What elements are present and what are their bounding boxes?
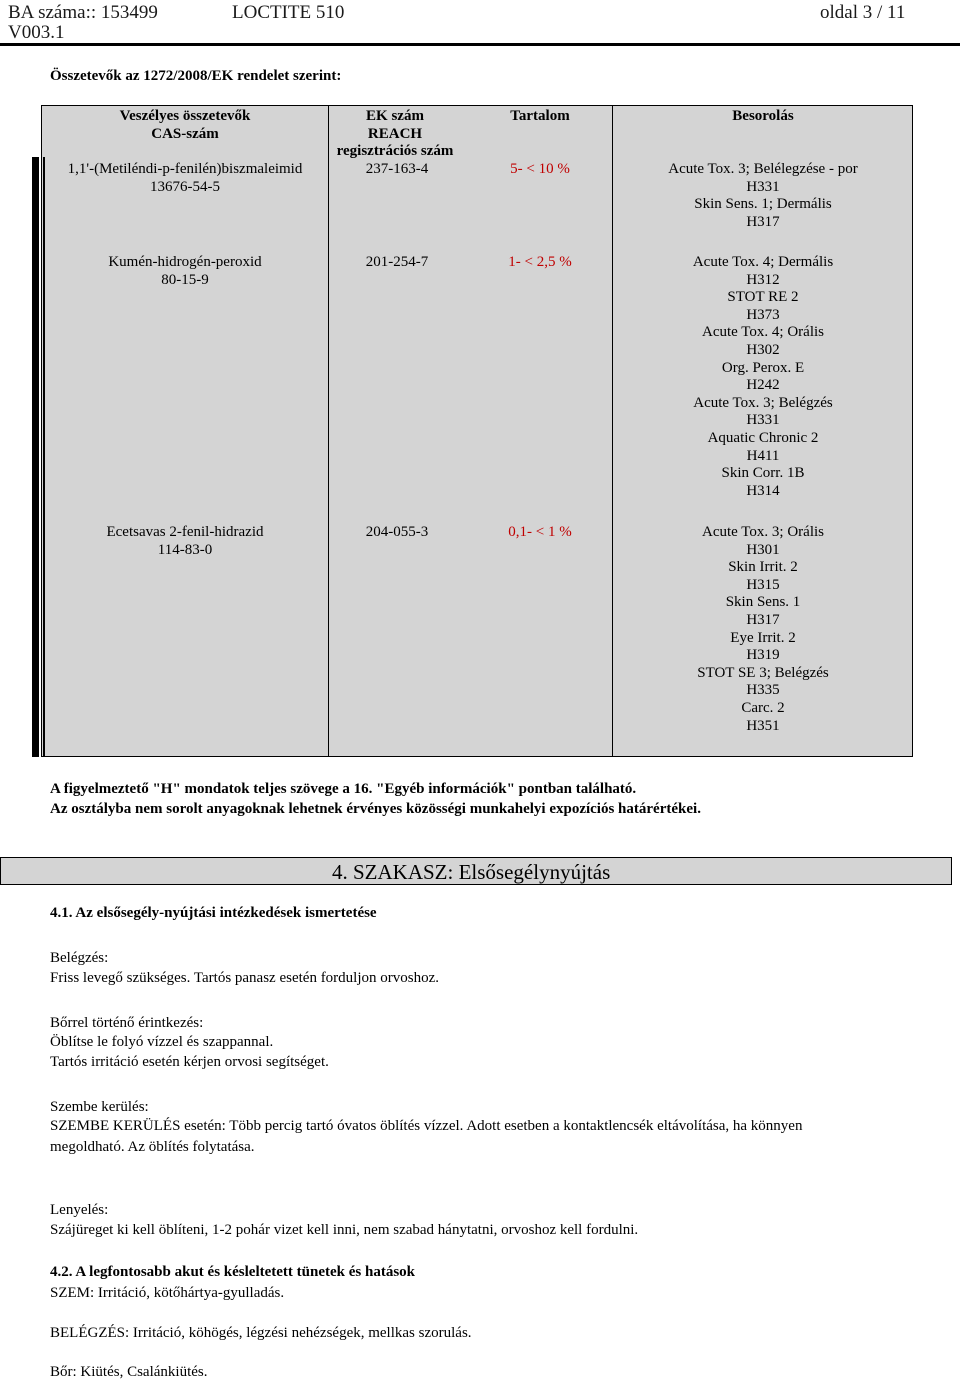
table-row-3-ek: 204-055-3 <box>365 524 429 540</box>
eye-contact-text-1: SZEMBE KERÜLÉS esetén: Több percig tartó óvatos öblítés vízzel. Adott esetben a kontaktlencsék eltávolítása, ha könnyen <box>50 1118 803 1134</box>
exposure-limits-note: Az osztályba nem sorolt anyagoknak lehetnek érvényes közösségi munkahelyi expozíciós határértékei. <box>50 801 701 817</box>
header-ek-number: EK szám REACH regisztrációs szám <box>336 108 454 160</box>
ingestion-text: Szájüreget ki kell öblíteni, 1-2 pohár vizet kell inni, nem szabad hánytatni, orvoshoz kell fordulni. <box>50 1222 639 1238</box>
table-divider-1 <box>328 105 329 757</box>
header-classification: Besorolás <box>732 108 794 124</box>
eye-contact-label: Szembe kerülés: <box>50 1099 149 1115</box>
section-4-title: 4. SZAKASZ: Elsősegélynyújtás <box>332 860 611 884</box>
table-row-1-classification: Acute Tox. 3; Belélegzése - por H331 Skin Sens. 1; Dermális H317 <box>668 161 858 230</box>
inhalation-text: Friss levegő szükséges. Tartós panasz esetén forduljon orvoshoz. <box>50 970 440 986</box>
h-statements-note: A figyelmeztető "H" mondatok teljes szövege a 16. "Egyéb információk" pontban található. <box>50 781 637 797</box>
inhalation-symptoms: BELÉGZÉS: Irritáció, köhögés, légzési nehézségek, mellkas szorulás. <box>50 1325 472 1341</box>
skin-contact-text-1: Öblítse le folyó vízzel és szappannal. <box>50 1034 274 1050</box>
inhalation-label: Belégzés: <box>50 950 109 966</box>
header-rule <box>0 43 960 46</box>
table-row-2-content: 1- < 2,5 % <box>508 254 572 270</box>
table-divider-2 <box>612 105 613 757</box>
table-row-1-content: 5- < 10 % <box>510 161 570 177</box>
ba-number: BA száma:: 153499 <box>8 2 158 23</box>
cas-number: 80-15-9 <box>161 271 209 288</box>
table-row-2-ek: 201-254-7 <box>365 254 429 270</box>
table-row-3-content: 0,1- < 1 % <box>508 524 572 540</box>
table-row-3-ingredient <box>42 524 328 559</box>
cas-number: 13676-54-5 <box>150 178 220 195</box>
table-row-2-ingredient <box>42 254 328 289</box>
subsection-4-1-title: 4.1. Az elsősegély-nyújtási intézkedések ismertetése <box>50 905 377 921</box>
header-content: Tartalom <box>510 108 570 124</box>
table-row-1-ingredient <box>42 161 328 196</box>
ingredient-name: Ecetsavas 2-fenil-hidrazid <box>106 524 264 540</box>
page-number: oldal 3 / 11 <box>820 2 906 23</box>
header-hazardous-ingredients: Veszélyes összetevők CAS-szám <box>119 108 251 142</box>
subsection-4-2-title: 4.2. A legfontosabb akut és késleltetett tünetek és hatások <box>50 1264 416 1280</box>
skin-symptoms: Bőr: Kiütés, Csalánkiütés. <box>50 1364 208 1380</box>
product-name: LOCTITE 510 <box>232 2 345 23</box>
ingestion-label: Lenyelés: <box>50 1202 109 1218</box>
ingredient-name: 1,1'-(Metiléndi-p-fenilén)biszmaleimid <box>67 161 303 177</box>
cas-number: 114-83-0 <box>157 541 213 558</box>
table-row-1-ek: 237-163-4 <box>365 161 429 177</box>
table-row-3-classification: Acute Tox. 3; Orális H301 Skin Irrit. 2 H315 Skin Sens. 1 H317 Eye Irrit. 2 H319 STOT SE 3; Belégzés H335 Carc. 2 H351 <box>697 524 829 734</box>
ingredient-name: Kumén-hidrogén-peroxid <box>108 254 262 270</box>
table-row-2-classification: Acute Tox. 4; Dermális H312 STOT RE 2 H373 Acute Tox. 4; Orális H302 Org. Perox. E H242 Acute Tox. 3; Belégzés H331 Aquatic Chronic 2 H411 Skin Corr. 1B H314 <box>692 254 834 499</box>
skin-contact-label: Bőrrel történő érintkezés: <box>50 1015 204 1031</box>
version: V003.1 <box>8 22 65 43</box>
composition-heading: Összetevők az 1272/2008/EK rendelet szerint: <box>50 68 342 84</box>
eye-contact-text-2: megoldható. Az öblítés folytatása. <box>50 1139 255 1155</box>
eye-symptoms: SZEM: Irritáció, kötőhártya-gyulladás. <box>50 1285 285 1301</box>
skin-contact-text-2: Tartós irritáció esetén kérjen orvosi segítséget. <box>50 1054 329 1070</box>
